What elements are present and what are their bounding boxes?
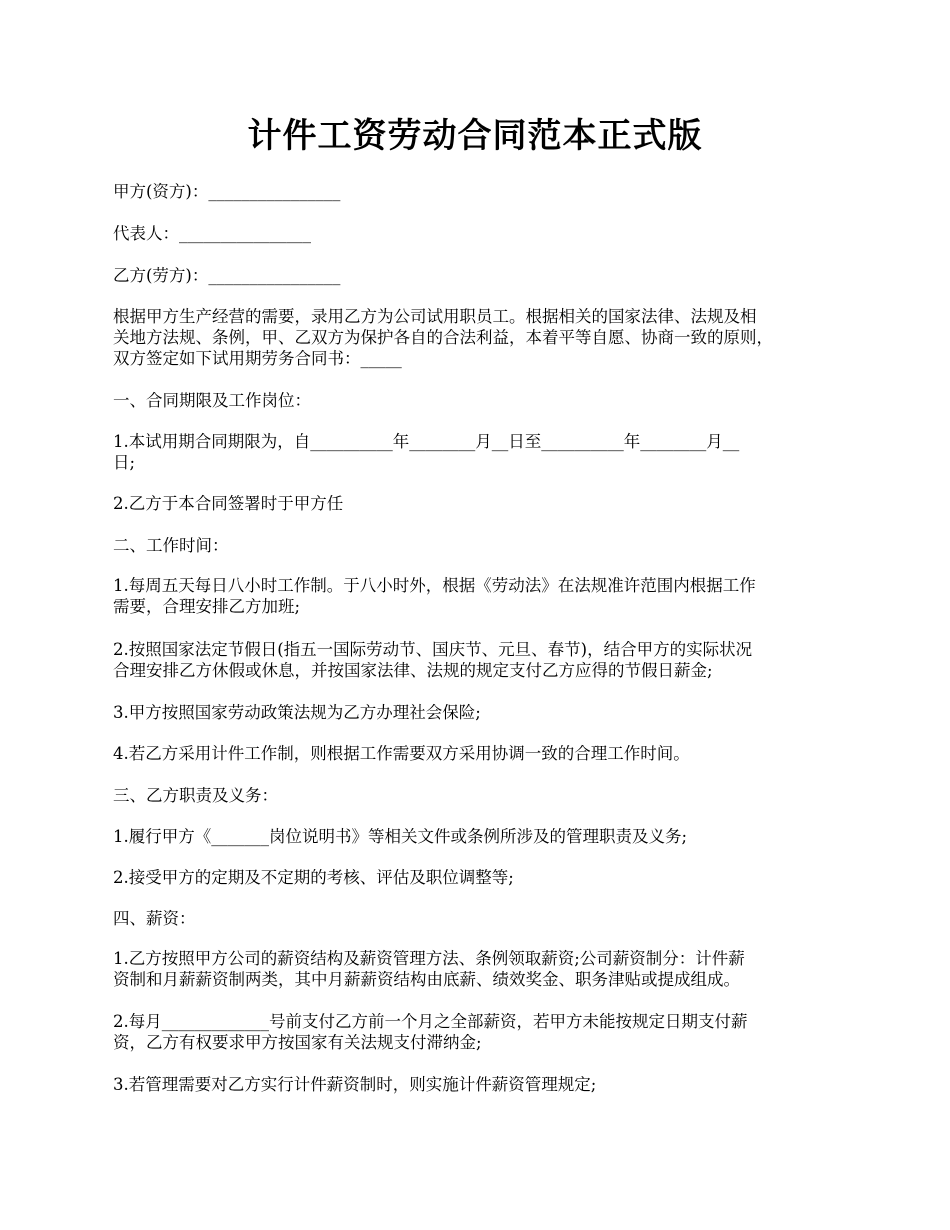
party-b-line: 乙方(劳方)：________________ <box>113 266 341 285</box>
section4-heading: 四、薪资： <box>113 909 196 928</box>
section4-item1-line: 资制和月薪薪资制两类，其中月薪薪资结构由底薪、绩效奖金、职务津贴或提成组成。 <box>113 970 740 989</box>
section1-item2: 2.乙方于本合同签署时于甲方任 <box>113 494 344 513</box>
section2-item2-line: 合理安排乙方休假或休息，并按国家法律、法规的规定支付乙方应得的节假日薪金; <box>113 661 713 680</box>
intro-paragraph <box>113 306 853 369</box>
section4-item1-line: 1.乙方按照甲方公司的薪资结构及薪资管理方法、条例领取薪资;公司薪资制分：计件薪 <box>113 949 745 968</box>
intro-line: 根据甲方生产经营的需要，录用乙方为公司试用职员工。根据相关的国家法律、法规及相 <box>113 307 757 326</box>
section3-heading: 三、乙方职责及义务： <box>113 786 278 805</box>
document-title: 计件工资劳动合同范本正式版 <box>247 116 703 156</box>
section2-item1-line: 1.每周五天每日八小时工作制。于八小时外，根据《劳动法》在法规准许范围内根据工作 <box>113 576 756 595</box>
section2-item4: 4.若乙方采用计件工作制，则根据工作需要双方采用协调一致的合理工作时间。 <box>113 744 690 763</box>
section2-item3: 3.甲方按照国家劳动政策法规为乙方办理社会保险; <box>113 703 481 722</box>
section2-item1-line: 需要，合理安排乙方加班; <box>113 597 301 616</box>
section2-heading: 二、工作时间： <box>113 536 229 555</box>
intro-line: 关地方法规、条例，甲、乙双方为保护各自的合法利益，本着平等自愿、协商一致的原则， <box>113 328 773 347</box>
section4-item2-line: 2.每月_____________号前支付乙方前一个月之全部薪资，若甲方未能按规定日期支付薪 <box>113 1012 748 1031</box>
section4-item3: 3.若管理需要对乙方实行计件薪资制时，则实施计件薪资管理规定; <box>113 1075 597 1094</box>
section1-item1-line: 日; <box>113 453 136 472</box>
section4-item2 <box>113 1011 853 1053</box>
section2-item1 <box>113 575 853 617</box>
representative-line: 代表人：________________ <box>113 224 311 243</box>
section1-item1-line: 1.本试用期合同期限为，自__________年________月__日至__________年________月__ <box>113 432 740 451</box>
section1-heading: 一、合同期限及工作岗位： <box>113 391 311 410</box>
section3-item2: 2.接受甲方的定期及不定期的考核、评估及职位调整等; <box>113 868 514 887</box>
section4-item2-line: 资，乙方有权要求甲方按国家有关法规支付滞纳金; <box>113 1033 482 1052</box>
section4-item1 <box>113 948 853 990</box>
section2-item2 <box>113 639 853 681</box>
section3-item1: 1.履行甲方《_______岗位说明书》等相关文件或条例所涉及的管理职责及义务; <box>113 827 688 846</box>
intro-line: 双方签定如下试用期劳务合同书：_____ <box>113 349 402 368</box>
section1-item1 <box>113 431 853 473</box>
party-a-line: 甲方(资方)：________________ <box>113 182 341 201</box>
section2-item2-line: 2.按照国家法定节假日(指五一国际劳动节、国庆节、元旦、春节)，结合甲方的实际状况 <box>113 640 753 659</box>
